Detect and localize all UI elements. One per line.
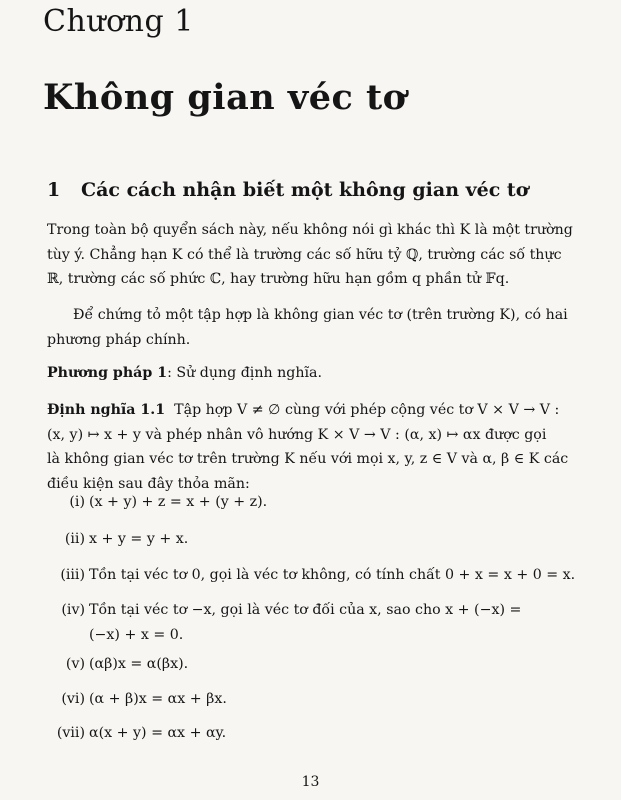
methods-paragraph [47, 303, 600, 352]
page-number: 13 [301, 774, 320, 790]
axiom-text: (α + β)x = αx + βx. [89, 691, 227, 707]
method1-paragraph [47, 361, 600, 386]
definition-line: Tập hợp V ≠ ∅ cùng với phép cộng véc tơ V × V → V : [174, 402, 560, 418]
definition-line: (x, y) ↦ x + y và phép nhân vô hướng K × V → V : (α, x) ↦ αx được gọi [47, 426, 547, 443]
axiom-text: x + y = y + x. [89, 531, 189, 547]
section-title: Các cách nhận biết một không gian véc tơ [81, 179, 529, 201]
method1-text: : Sử dụng định nghĩa. [167, 365, 322, 381]
axiom-roman: (iii) [60, 567, 85, 583]
axiom-text: Tồn tại véc tơ 0, gọi là véc tơ không, có tính chất 0 + x = x + 0 = x. [89, 567, 576, 583]
definition-label: Định nghĩa 1.1 [47, 402, 166, 418]
axiom-roman: (i) [69, 494, 85, 510]
chapter-title: Không gian véc tơ [43, 77, 407, 118]
methods-line: Để chứng tỏ một tập hợp là không gian véc tơ (trên trường K), có hai [73, 307, 568, 323]
axiom-text: (−x) + x = 0. [89, 626, 184, 643]
methods-line: phương pháp chính. [47, 331, 191, 348]
intro-paragraph [47, 218, 600, 292]
axiom-roman: (iv) [61, 602, 85, 618]
axiom-roman: (v) [65, 656, 85, 672]
intro-line: Trong toàn bộ quyển sách này, nếu không nói gì khác thì K là một trường [47, 222, 573, 238]
method1-label: Phương pháp 1 [47, 365, 168, 381]
section-heading [47, 176, 528, 204]
definition-line: điều kiện sau đây thỏa mãn: [47, 475, 250, 492]
chapter-label: Chương 1 [43, 4, 194, 39]
axiom-text: α(x + y) = αx + αy. [89, 725, 227, 741]
axiom-roman: (vii) [56, 725, 85, 741]
intro-line: ℝ, trường các số phức ℂ, hay trường hữu hạn gồm q phần tử 𝔽q. [47, 271, 510, 287]
definition-line: là không gian véc tơ trên trường K nếu với mọi x, y, z ∈ V và α, β ∈ K các [47, 451, 569, 467]
definition-paragraph [47, 398, 600, 496]
section-number: 1 [47, 179, 61, 201]
axiom-roman: (ii) [64, 531, 85, 547]
axiom-roman: (vi) [61, 691, 85, 707]
intro-line: tùy ý. Chẳng hạn K có thể là trường các số hữu tỷ ℚ, trường các số thực [47, 246, 562, 263]
axiom-text: (x + y) + z = x + (y + z). [89, 494, 268, 510]
axiom-text: (αβ)x = α(βx). [89, 656, 189, 672]
axiom-text: Tồn tại véc tơ −x, gọi là véc tơ đối của x, sao cho x + (−x) = [89, 602, 522, 618]
